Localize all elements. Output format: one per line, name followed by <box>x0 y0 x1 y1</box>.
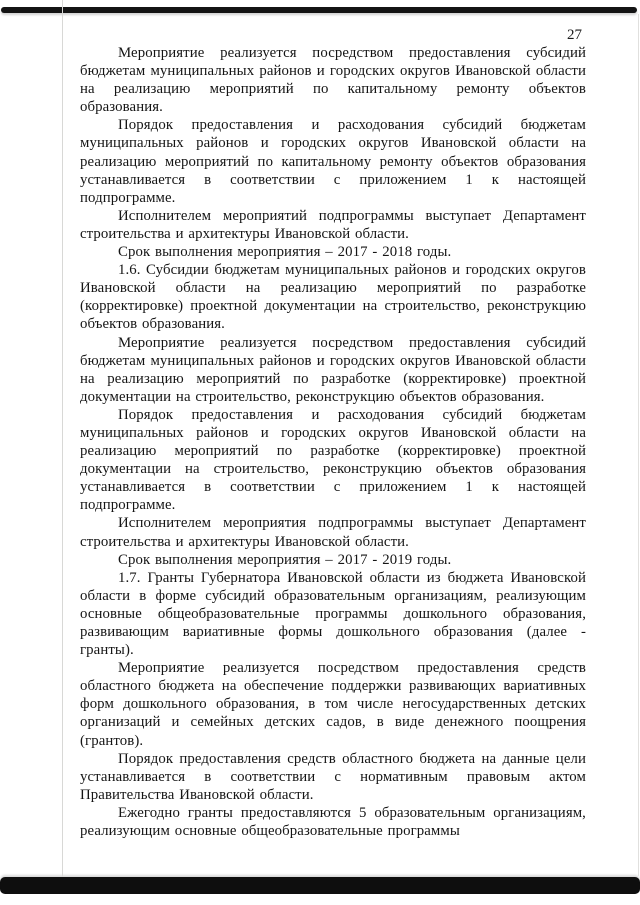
paragraph-measure-realization-capital-repair: Мероприятие реализуется посредством предоставления субсидий бюджетам муниципальных районов и городских округов Ивановской области на реализацию мероприятий по капитальному ремонту объектов образования. <box>80 45 586 116</box>
scan-edge-bottom <box>0 877 640 894</box>
scan-edge-left <box>62 0 63 877</box>
page-number: 27 <box>567 27 582 43</box>
scan-edge-top <box>1 7 637 13</box>
paragraph-executor-department: Исполнителем мероприятий подпрограммы выступает Департамент строительства и архитектуры Ивановской области. <box>80 207 586 242</box>
paragraph-term-2017-2018: Срок выполнения мероприятия – 2017 - 2018 годы. <box>118 244 452 261</box>
scan-edge-right <box>638 14 639 876</box>
document-body <box>80 44 586 840</box>
paragraph-item-1-7-grants: 1.7. Гранты Губернатора Ивановской области из бюджета Ивановской области в форме субсидий образовательным организациям, реализующим основные общеобразовательные программы дошкольного образования, развивающим вариативные формы дошкольного образования (далее - гранты). <box>80 569 586 659</box>
paragraph-grants-order: Порядок предоставления средств областного бюджета на данные цели устанавливается в соответствии с нормативным правовым актом Правительства Ивановской области. <box>80 750 586 803</box>
paragraph-term-2017-2019: Срок выполнения мероприятия – 2017 - 2019 годы. <box>118 551 452 568</box>
paragraph-subsidy-order-capital-repair: Порядок предоставления и расходования субсидий бюджетам муниципальных районов и городских округов Ивановской области на реализацию мероприятий по капитальному ремонту объектов образования устанавливается в соответствии с приложением 1 к настоящей подпрограмме. <box>80 117 586 206</box>
paragraph-item-1-6: 1.6. Субсидии бюджетам муниципальных районов и городских округов Ивановской области на реализацию мероприятий по разработке (корректировке) проектной документации на строительство, реконструкцию объектов образования. <box>80 262 586 333</box>
paragraph-executor-department-2: Исполнителем мероприятия подпрограммы выступает Департамент строительства и архитектуры Ивановской области. <box>80 515 586 550</box>
paragraph-grants-annual: Ежегодно гранты предоставляются 5 образовательным организациям, реализующим основные общеобразовательные программы <box>80 804 586 840</box>
paragraph-measure-grants-support: Мероприятие реализуется посредством предоставления средств областного бюджета на обеспечение поддержки развивающих вариативных форм дошкольного образования, в том числе негосударственных детских организаций и семейных детских садов, в виде денежного поощрения (грантов). <box>80 660 586 749</box>
paragraph-subsidy-order-documentation: Порядок предоставления и расходования субсидий бюджетам муниципальных районов и городских округов Ивановской области на реализацию мероприятий по разработке (корректировке) проектной документации на строительство, реконструкцию объектов образования устанавливается в соответствии с приложением 1 к настоящей подпрограмме. <box>80 406 586 514</box>
paragraph-measure-realization-documentation: Мероприятие реализуется посредством предоставления субсидий бюджетам муниципальных районов и городских округов Ивановской области на реализацию мероприятий по разработке (корректировке) проектной документации на строительство, реконструкцию объектов образования. <box>80 334 586 405</box>
